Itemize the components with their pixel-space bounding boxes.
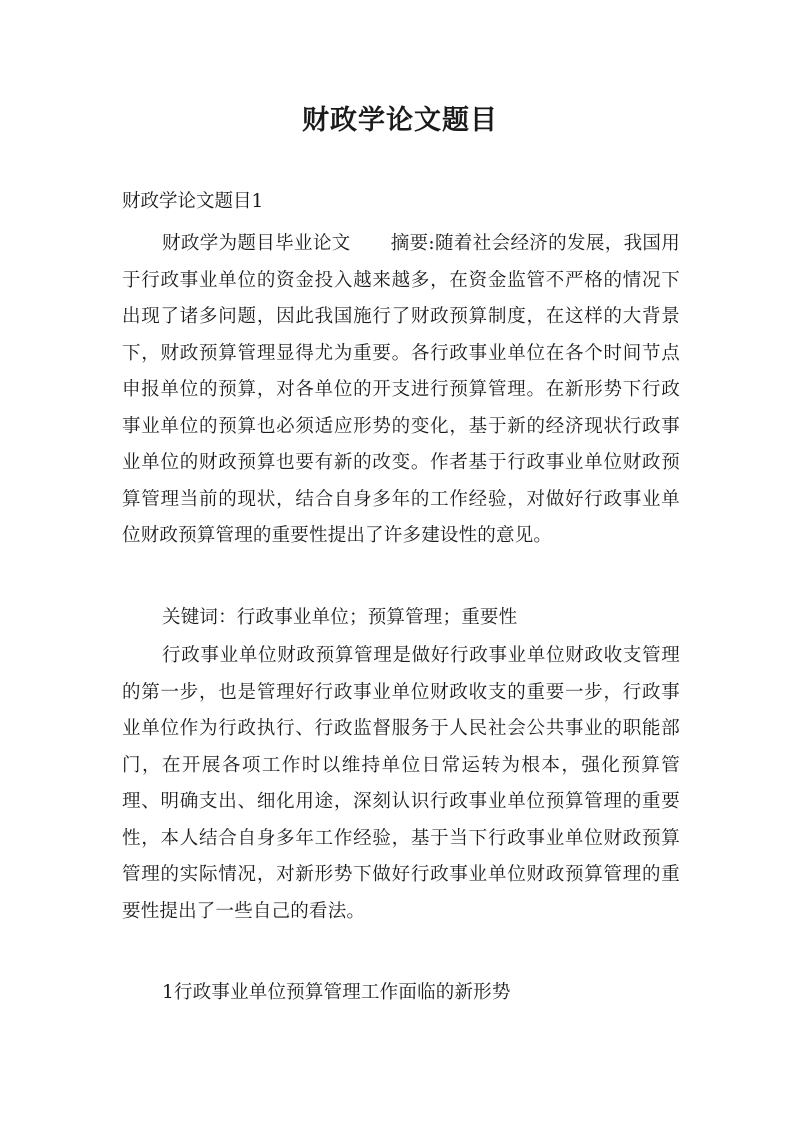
body-paragraph: 行政事业单位财政预算管理是做好行政事业单位财政收支管理的第一步，也是管理好行政事业单位财政收支的重要一步，行政事业单位作为行政执行、行政监督服务于人民社会公共事业的职能部门，在开展各项工作时以维持单位日常运转为根本，强化预算管理、明确支出、细化用途，深刻认识行政事业单位预算管理的重要性，本人结合自身多年工作经验，基于当下行政事业单位财政预算管理的实际情况，对新形势下做好行政事业单位财政预算管理的重要性提出了一些自己的看法。 xyxy=(122,645,680,922)
section-label: 财政学论文题目1 xyxy=(122,191,264,212)
keywords-line: 关键词：行政事业单位；预算管理；重要性 xyxy=(162,607,518,628)
abstract-body: 摘要:随着社会经济的发展，我国用于行政事业单位的资金投入越来越多，在资金监管不严格的情况下出现了诸多问题，因此我国施行了财政预算制度，在这样的大背景下，财政预算管理显得尤为重要。各行政事业单位在各个时间节点申报单位的预算，对各单位的开支进行预算管理。在新形势下行政事业单位的预算也必须适应形势的变化，基于新的经济现状行政事业单位的财政预算也要有新的改变。作者基于行政事业单位财政预算管理当前的现状，结合自身多年的工作经验，对做好行政事业单位财政预算管理的重要性提出了许多建设性的意见。 xyxy=(122,233,680,546)
abstract-paragraph xyxy=(122,226,680,555)
abstract-lead: 财政学为题目毕业论文 xyxy=(162,233,351,254)
section-heading: 1行政事业单位预算管理工作面临的新形势 xyxy=(162,982,511,1003)
document-title: 财政学论文题目 xyxy=(302,105,498,136)
